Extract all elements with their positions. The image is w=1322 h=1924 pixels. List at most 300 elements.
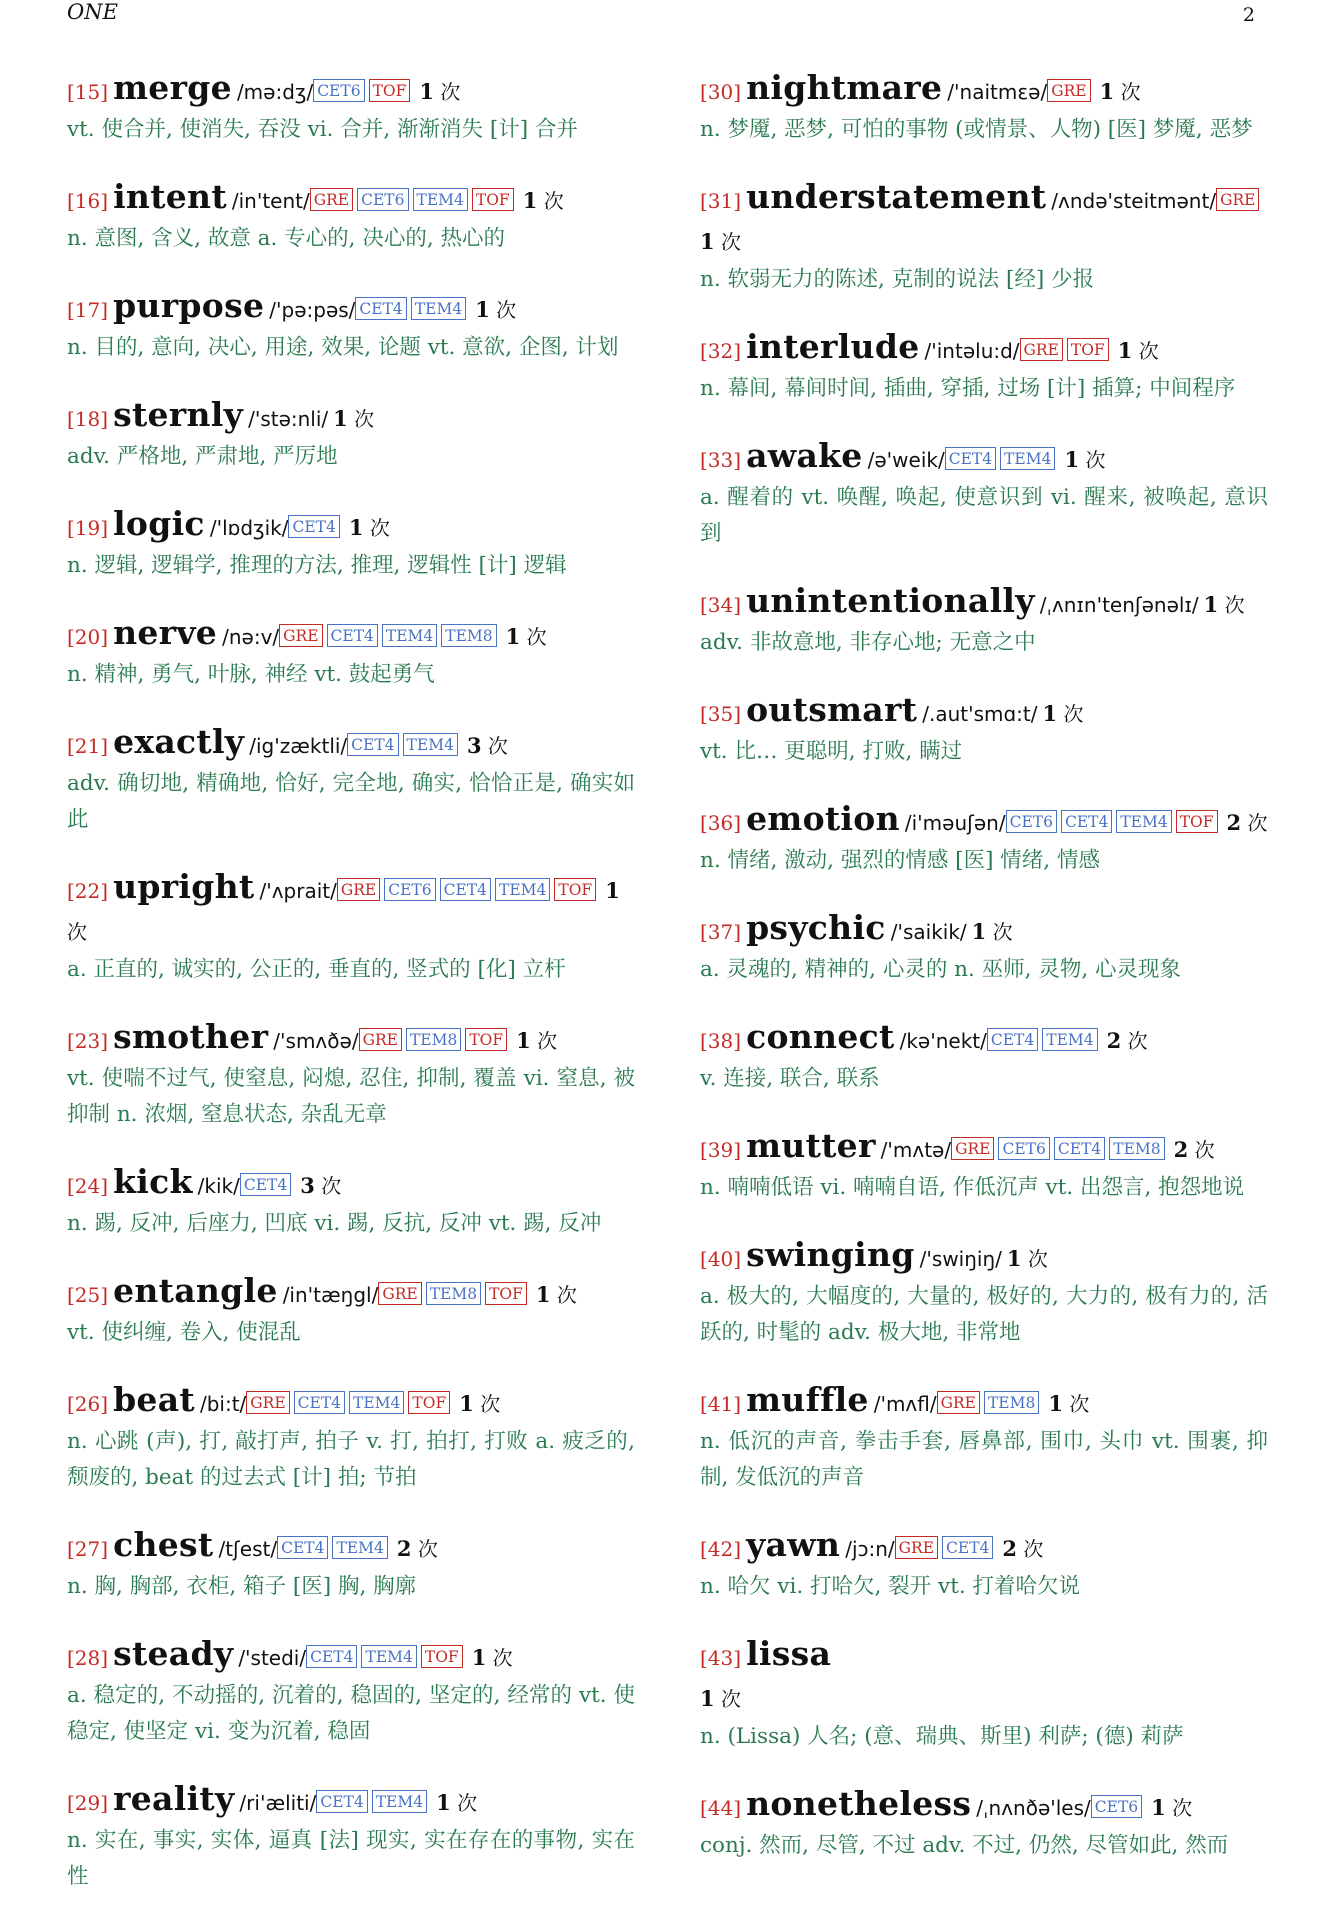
count-value: 3 xyxy=(466,733,482,758)
count-unit: 次 xyxy=(417,1537,438,1561)
definition: n. 情绪, 激动, 强烈的情感 [医] 情绪, 情感 xyxy=(700,848,1100,873)
count-value: 1 xyxy=(700,229,715,254)
count-value: 1 xyxy=(459,1391,474,1416)
exam-tag-cet4: CET4 xyxy=(327,624,378,647)
count-unit: 次 xyxy=(526,625,547,649)
entry-index: [17] xyxy=(67,298,109,322)
count-value: 1 xyxy=(1006,1246,1022,1271)
count-unit: 次 xyxy=(354,407,375,431)
exam-tag-tof: TOF xyxy=(408,1391,450,1414)
occurrence-count xyxy=(700,230,741,254)
entry-index: [35] xyxy=(700,702,742,726)
occurrence-count xyxy=(459,1392,500,1416)
definition: vt. 比… 更聪明, 打败, 瞒过 xyxy=(700,739,963,764)
occurrence-count xyxy=(700,1687,741,1711)
headword: entangle xyxy=(113,1271,278,1310)
exam-tag-cet4: CET4 xyxy=(355,297,406,320)
count-unit: 次 xyxy=(1069,1392,1090,1416)
pronunciation: /'smʌðə/ xyxy=(273,1029,359,1053)
exam-tag-cet4: CET4 xyxy=(240,1173,291,1196)
exam-tag-tem8: TEM8 xyxy=(441,624,496,647)
count-unit: 次 xyxy=(1224,593,1245,617)
headword-line xyxy=(67,1380,635,1425)
vocab-entry xyxy=(700,68,1268,148)
entry-index: [24] xyxy=(67,1174,109,1198)
headword: connect xyxy=(746,1017,895,1056)
headword: awake xyxy=(746,436,863,475)
exam-tag-tem4: TEM4 xyxy=(411,297,466,320)
headword: nightmare xyxy=(746,68,943,107)
headword: smother xyxy=(113,1017,269,1056)
entry-index: [40] xyxy=(700,1247,742,1271)
vocab-entry xyxy=(700,690,1268,770)
count-unit: 次 xyxy=(1247,811,1268,835)
headword: reality xyxy=(113,1779,235,1818)
count-value: 1 xyxy=(516,1028,531,1053)
vocab-entry xyxy=(700,436,1268,552)
definition: a. 灵魂的, 精神的, 心灵的 n. 巫师, 灵物, 心灵现象 xyxy=(700,957,1182,982)
occurrence-count xyxy=(1002,1537,1043,1561)
vocab-entry xyxy=(700,1126,1268,1206)
count-unit: 次 xyxy=(556,1283,577,1307)
headword: purpose xyxy=(113,286,265,325)
pronunciation: /i'məuʃən/ xyxy=(904,811,1006,835)
headword: lissa xyxy=(746,1634,832,1673)
exam-tag-cet4: CET4 xyxy=(347,733,398,756)
pronunciation: /'stedi/ xyxy=(238,1646,307,1670)
exam-tag-cet4: CET4 xyxy=(306,1645,357,1668)
headword: psychic xyxy=(746,908,886,947)
pronunciation: /nə:v/ xyxy=(222,625,280,649)
headword-line xyxy=(700,327,1268,372)
occurrence-count xyxy=(436,1791,477,1815)
headword-line xyxy=(700,68,1268,113)
exam-tag-cet4: CET4 xyxy=(987,1028,1038,1051)
pronunciation: /'pə:pəs/ xyxy=(269,298,356,322)
pronunciation: /mə:dʒ/ xyxy=(236,80,314,104)
exam-tag-cet4: CET4 xyxy=(440,878,491,901)
vocab-entry xyxy=(67,395,635,475)
headword-line xyxy=(67,867,635,953)
exam-tag-tem4: TEM4 xyxy=(1116,810,1171,833)
headword: understatement xyxy=(746,177,1047,216)
exam-tag-tem4: TEM4 xyxy=(361,1645,416,1668)
definition: n. 软弱无力的陈述, 克制的说法 [经] 少报 xyxy=(700,267,1095,292)
vocab-entry xyxy=(67,68,635,148)
headword-line xyxy=(67,177,635,222)
occurrence-count xyxy=(1107,1029,1148,1053)
exam-tag-tof: TOF xyxy=(1067,338,1109,361)
headword: upright xyxy=(113,867,255,906)
count-unit: 次 xyxy=(457,1791,478,1815)
headword-line xyxy=(67,722,635,767)
exam-tag-tof: TOF xyxy=(465,1028,507,1051)
headword-line xyxy=(700,581,1268,626)
count-unit: 次 xyxy=(543,189,564,213)
pronunciation: /ri'æliti/ xyxy=(239,1791,317,1815)
definition: adv. 确切地, 精确地, 恰好, 完全地, 确实, 恰恰正是, 确实如此 xyxy=(67,771,635,832)
exam-tag-gre: GRE xyxy=(246,1391,289,1414)
pronunciation: /'mʌfl/ xyxy=(873,1392,937,1416)
occurrence-count xyxy=(1048,1392,1089,1416)
pronunciation: /'ʌprait/ xyxy=(259,879,337,903)
vocab-entry xyxy=(67,1017,635,1133)
exam-tag-gre: GRE xyxy=(951,1137,994,1160)
headword-line xyxy=(67,395,635,440)
occurrence-count xyxy=(1174,1138,1215,1162)
count-value: 2 xyxy=(1226,810,1242,835)
definition: n. 梦魇, 恶梦, 可怕的事物 (或情景、人物) [医] 梦魇, 恶梦 xyxy=(700,117,1253,142)
headword-line xyxy=(700,436,1268,481)
count-value: 1 xyxy=(700,1686,715,1711)
vocab-entry xyxy=(700,908,1268,988)
pronunciation: /kə'nekt/ xyxy=(899,1029,987,1053)
exam-tag-tof: TOF xyxy=(369,79,411,102)
headword: nerve xyxy=(113,613,218,652)
pronunciation: /'stə:nli/ xyxy=(248,407,329,431)
exam-tag-cet6: CET6 xyxy=(357,188,408,211)
exam-tag-tof: TOF xyxy=(485,1282,527,1305)
occurrence-count xyxy=(1064,448,1105,472)
definition: a. 极大的, 大幅度的, 大量的, 极好的, 大力的, 极有力的, 活跃的, 时髦的 adv. 极大地, 非常地 xyxy=(700,1284,1268,1345)
definition: n. 喃喃低语 vi. 喃喃自语, 作低沉声 vt. 出怨言, 抱怨地说 xyxy=(700,1175,1245,1200)
count-unit: 次 xyxy=(1194,1138,1215,1162)
definition: a. 稳定的, 不动摇的, 沉着的, 稳固的, 坚定的, 经常的 vt. 使稳定, 使坚定 vi. 变为沉着, 稳固 xyxy=(67,1683,635,1744)
exam-tag-gre: GRE xyxy=(310,188,353,211)
count-unit: 次 xyxy=(67,920,87,944)
vocab-entry xyxy=(67,177,635,257)
pronunciation: /'intəlu:d/ xyxy=(924,339,1020,363)
count-unit: 次 xyxy=(480,1392,501,1416)
count-unit: 次 xyxy=(720,1687,741,1711)
exam-tag-tem4: TEM4 xyxy=(382,624,437,647)
headword: mutter xyxy=(746,1126,876,1165)
headword-line xyxy=(700,908,1268,953)
exam-tag-gre: GRE xyxy=(337,878,380,901)
exam-tag-tem4: TEM4 xyxy=(413,188,468,211)
count-unit: 次 xyxy=(992,920,1013,944)
definition: vt. 使合并, 使消失, 吞没 vi. 合并, 渐渐消失 [计] 合并 xyxy=(67,117,578,142)
definition: n. 精神, 勇气, 叶脉, 神经 vt. 鼓起勇气 xyxy=(67,662,435,687)
headword: interlude xyxy=(746,327,920,366)
exam-tag-tem4: TEM4 xyxy=(332,1536,387,1559)
headword-line xyxy=(67,1525,635,1570)
definition: n. 逻辑, 逻辑学, 推理的方法, 推理, 逻辑性 [计] 逻辑 xyxy=(67,553,567,578)
definition: n. 意图, 含义, 故意 a. 专心的, 决心的, 热心的 xyxy=(67,226,506,251)
definition: n. 踢, 反冲, 后座力, 凹底 vi. 踢, 反抗, 反冲 vt. 踢, 反冲 xyxy=(67,1211,602,1236)
definition: vt. 使喘不过气, 使窒息, 闷熄, 忍住, 抑制, 覆盖 vi. 窒息, 被抑制 n. 浓烟, 窒息状态, 杂乱无章 xyxy=(67,1066,635,1127)
occurrence-count xyxy=(333,407,374,431)
pronunciation: /bi:t/ xyxy=(199,1392,247,1416)
count-value: 1 xyxy=(333,406,348,431)
count-value: 1 xyxy=(1117,338,1133,363)
count-value: 1 xyxy=(348,515,364,540)
pronunciation: /ig'zæktli/ xyxy=(249,734,348,758)
vocab-entry xyxy=(700,177,1268,298)
headword-line xyxy=(67,1634,635,1679)
headword-line xyxy=(700,1525,1268,1570)
exam-tag-tof: TOF xyxy=(1176,810,1218,833)
exam-tag-tem4: TEM4 xyxy=(349,1391,404,1414)
headword: kick xyxy=(113,1162,193,1201)
definition: n. 低沉的声音, 拳击手套, 唇鼻部, 围巾, 头巾 vt. 围裹, 抑制, 发低沉的声音 xyxy=(700,1429,1268,1490)
exam-tag-cet4: CET4 xyxy=(942,1536,993,1559)
vocab-entry xyxy=(67,1271,635,1351)
count-unit: 次 xyxy=(369,516,390,540)
definition: v. 连接, 联合, 联系 xyxy=(700,1066,880,1091)
exam-tag-cet4: CET4 xyxy=(288,515,339,538)
definition: n. 实在, 事实, 实体, 逼真 [法] 现实, 实在存在的事物, 实在性 xyxy=(67,1828,635,1889)
entry-index: [38] xyxy=(700,1029,742,1053)
page-header xyxy=(67,0,1255,28)
count-value: 1 xyxy=(1203,592,1219,617)
count-value: 1 xyxy=(535,1282,551,1307)
left-column xyxy=(67,68,635,1924)
occurrence-count xyxy=(1227,811,1268,835)
occurrence-count xyxy=(475,298,516,322)
exam-tag-cet4: CET4 xyxy=(1054,1137,1105,1160)
entry-index: [21] xyxy=(67,734,109,758)
definition: n. 目的, 意向, 决心, 用途, 效果, 论题 vt. 意欲, 企图, 计划 xyxy=(67,335,619,360)
exam-tag-cet4: CET4 xyxy=(945,447,996,470)
count-value: 3 xyxy=(300,1173,315,1198)
headword-line xyxy=(700,1017,1268,1062)
pronunciation: /'swiŋiŋ/ xyxy=(919,1247,1002,1271)
entry-index: [39] xyxy=(700,1138,742,1162)
vocab-entry xyxy=(700,581,1268,661)
definition: n. 胸, 胸部, 衣柜, 箱子 [医] 胸, 胸廓 xyxy=(67,1574,417,1599)
occurrence-count xyxy=(300,1174,341,1198)
headword-line xyxy=(67,1162,635,1207)
count-value: 1 xyxy=(436,1790,451,1815)
header-title: ONE xyxy=(67,0,118,24)
count-value: 1 xyxy=(1042,701,1058,726)
headword-line xyxy=(700,1784,1268,1829)
occurrence-count xyxy=(1100,80,1141,104)
exam-tag-cet6: CET6 xyxy=(313,79,364,102)
count-unit: 次 xyxy=(487,734,508,758)
headword: chest xyxy=(113,1525,214,1564)
exam-tag-cet4: CET4 xyxy=(316,1790,367,1813)
entry-index: [19] xyxy=(67,516,109,540)
pronunciation: /.aut'smɑ:t/ xyxy=(922,702,1038,726)
count-unit: 次 xyxy=(321,1174,342,1198)
pronunciation: /tʃest/ xyxy=(218,1537,278,1561)
definition: conj. 然而, 尽管, 不过 adv. 不过, 仍然, 尽管如此, 然而 xyxy=(700,1833,1229,1858)
vocab-entry xyxy=(67,1634,635,1750)
occurrence-count xyxy=(536,1283,577,1307)
count-value: 1 xyxy=(505,624,521,649)
count-value: 1 xyxy=(471,1645,487,1670)
entry-index: [32] xyxy=(700,339,742,363)
exam-tag-tem4: TEM4 xyxy=(403,733,458,756)
headword: nonetheless xyxy=(746,1784,972,1823)
definition: adv. 严格地, 严肃地, 严厉地 xyxy=(67,444,338,469)
pronunciation: /kik/ xyxy=(197,1174,240,1198)
occurrence-count xyxy=(523,189,564,213)
pronunciation: /in'tæŋgl/ xyxy=(282,1283,379,1307)
count-value: 2 xyxy=(1173,1137,1189,1162)
exam-tag-cet6: CET6 xyxy=(1091,1795,1142,1818)
definition: n. 幕间, 幕间时间, 插曲, 穿插, 过场 [计] 插算; 中间程序 xyxy=(700,376,1236,401)
vocab-entry xyxy=(700,1525,1268,1605)
pronunciation: /ˌʌnɪn'tenʃənəlɪ/ xyxy=(1039,593,1199,617)
exam-tag-cet6: CET6 xyxy=(998,1137,1049,1160)
headword-line xyxy=(67,613,635,658)
headword-line xyxy=(67,1017,635,1062)
exam-tag-tem8: TEM8 xyxy=(1109,1137,1164,1160)
exam-tag-tem8: TEM8 xyxy=(406,1028,461,1051)
headword: exactly xyxy=(113,722,245,761)
definition: vt. 使纠缠, 卷入, 使混乱 xyxy=(67,1320,301,1345)
entry-index: [18] xyxy=(67,407,109,431)
count-unit: 次 xyxy=(1085,448,1106,472)
count-unit: 次 xyxy=(1027,1247,1048,1271)
count-unit: 次 xyxy=(1127,1029,1148,1053)
definition: adv. 非故意地, 非存心地; 无意之中 xyxy=(700,630,1036,655)
headword-line xyxy=(700,1235,1268,1280)
exam-tag-tem8: TEM8 xyxy=(984,1391,1039,1414)
vocab-entry xyxy=(700,1017,1268,1097)
occurrence-count xyxy=(397,1537,438,1561)
pronunciation: /in'tent/ xyxy=(231,189,310,213)
occurrence-count xyxy=(349,516,390,540)
exam-tag-gre: GRE xyxy=(378,1282,421,1305)
definition: n. (Lissa) 人名; (意、瑞典、斯里) 利萨; (德) 莉萨 xyxy=(700,1724,1184,1749)
exam-tag-tof: TOF xyxy=(472,188,514,211)
occurrence-count xyxy=(972,920,1013,944)
headword: yawn xyxy=(746,1525,841,1564)
count-unit: 次 xyxy=(1120,80,1141,104)
entry-index: [25] xyxy=(67,1283,109,1307)
vocab-entry xyxy=(67,286,635,366)
headword-line xyxy=(700,1126,1268,1171)
entry-index: [23] xyxy=(67,1029,109,1053)
headword: beat xyxy=(113,1380,195,1419)
exam-tag-gre: GRE xyxy=(1020,338,1063,361)
vocab-entry xyxy=(67,1779,635,1895)
pronunciation: /'lɒdʒik/ xyxy=(209,516,289,540)
exam-tag-cet6: CET6 xyxy=(1006,810,1057,833)
headword-line xyxy=(67,286,635,331)
count-unit: 次 xyxy=(496,298,517,322)
headword: emotion xyxy=(746,799,900,838)
count-value: 2 xyxy=(1002,1536,1018,1561)
count-value: 1 xyxy=(475,297,490,322)
exam-tag-tem4: TEM4 xyxy=(1000,447,1055,470)
exam-tag-tem8: TEM8 xyxy=(426,1282,481,1305)
exam-tag-gre: GRE xyxy=(1216,188,1259,211)
occurrence-count xyxy=(1007,1247,1048,1271)
entry-index: [26] xyxy=(67,1392,109,1416)
vocab-entry xyxy=(700,1380,1268,1496)
count-unit: 次 xyxy=(492,1646,513,1670)
count-value: 1 xyxy=(1064,447,1080,472)
count-value: 1 xyxy=(971,919,987,944)
headword-line xyxy=(67,1779,635,1824)
occurrence-count xyxy=(472,1646,513,1670)
exam-tag-gre: GRE xyxy=(895,1536,938,1559)
vocab-entry xyxy=(700,799,1268,879)
headword: sternly xyxy=(113,395,244,434)
entry-index: [30] xyxy=(700,80,742,104)
occurrence-count xyxy=(506,625,547,649)
pronunciation: /ə'weik/ xyxy=(867,448,945,472)
vocab-entry xyxy=(700,1235,1268,1351)
exam-tag-tof: TOF xyxy=(421,1645,463,1668)
headword-line xyxy=(700,177,1268,263)
count-unit: 次 xyxy=(1063,702,1084,726)
exam-tag-tem4: TEM4 xyxy=(372,1790,427,1813)
definition: n. 心跳 (声), 打, 敲打声, 拍子 v. 打, 拍打, 打败 a. 疲乏的, 颓废的, beat 的过去式 [计] 拍; 节拍 xyxy=(67,1429,635,1490)
headword-line xyxy=(700,1380,1268,1425)
exam-tag-gre: GRE xyxy=(359,1028,402,1051)
headword-line xyxy=(700,799,1268,844)
entry-index: [22] xyxy=(67,879,109,903)
entry-index: [16] xyxy=(67,189,109,213)
count-unit: 次 xyxy=(537,1029,558,1053)
headword: intent xyxy=(113,177,227,216)
count-value: 1 xyxy=(1048,1391,1063,1416)
occurrence-count xyxy=(1043,702,1084,726)
occurrence-count xyxy=(516,1029,557,1053)
count-value: 2 xyxy=(1106,1028,1122,1053)
exam-tag-cet4: CET4 xyxy=(294,1391,345,1414)
definition: a. 醒着的 vt. 唤醒, 唤起, 使意识到 vi. 醒来, 被唤起, 意识到 xyxy=(700,485,1268,546)
headword: outsmart xyxy=(746,690,918,729)
headword-line xyxy=(67,504,635,549)
count-unit: 次 xyxy=(440,80,461,104)
exam-tag-gre: GRE xyxy=(937,1391,980,1414)
exam-tag-gre: GRE xyxy=(1047,79,1090,102)
page-number: 2 xyxy=(1242,4,1255,26)
entry-index: [27] xyxy=(67,1537,109,1561)
count-value: 1 xyxy=(522,188,538,213)
count-unit: 次 xyxy=(1138,339,1159,363)
vocab-entry xyxy=(700,1634,1268,1755)
entry-index: [43] xyxy=(700,1646,742,1670)
count-unit: 次 xyxy=(1023,1537,1044,1561)
vocab-entry xyxy=(700,327,1268,407)
exam-tag-gre: GRE xyxy=(279,624,322,647)
count-value: 1 xyxy=(605,878,620,903)
entry-index: [34] xyxy=(700,593,742,617)
count-value: 1 xyxy=(1099,79,1115,104)
entry-index: [28] xyxy=(67,1646,109,1670)
count-value: 1 xyxy=(419,79,434,104)
entry-index: [20] xyxy=(67,625,109,649)
exam-tag-tem4: TEM4 xyxy=(495,878,550,901)
vocab-entry xyxy=(67,504,635,584)
vocab-entry xyxy=(67,1162,635,1242)
headword: steady xyxy=(113,1634,234,1673)
vocab-entry xyxy=(67,867,635,988)
vocab-entry xyxy=(67,1380,635,1496)
occurrence-count xyxy=(419,80,460,104)
headword-line xyxy=(700,1634,1268,1720)
entry-index: [42] xyxy=(700,1537,742,1561)
headword: merge xyxy=(113,68,232,107)
pronunciation: /'saikik/ xyxy=(890,920,967,944)
pronunciation: /'naitmεə/ xyxy=(947,80,1048,104)
right-column xyxy=(700,68,1268,1893)
entry-index: [31] xyxy=(700,189,742,213)
exam-tag-tem4: TEM4 xyxy=(1042,1028,1097,1051)
occurrence-count xyxy=(467,734,508,758)
vocab-entry xyxy=(67,722,635,838)
pronunciation: /jɔ:n/ xyxy=(845,1537,895,1561)
vocab-entry xyxy=(67,1525,635,1605)
